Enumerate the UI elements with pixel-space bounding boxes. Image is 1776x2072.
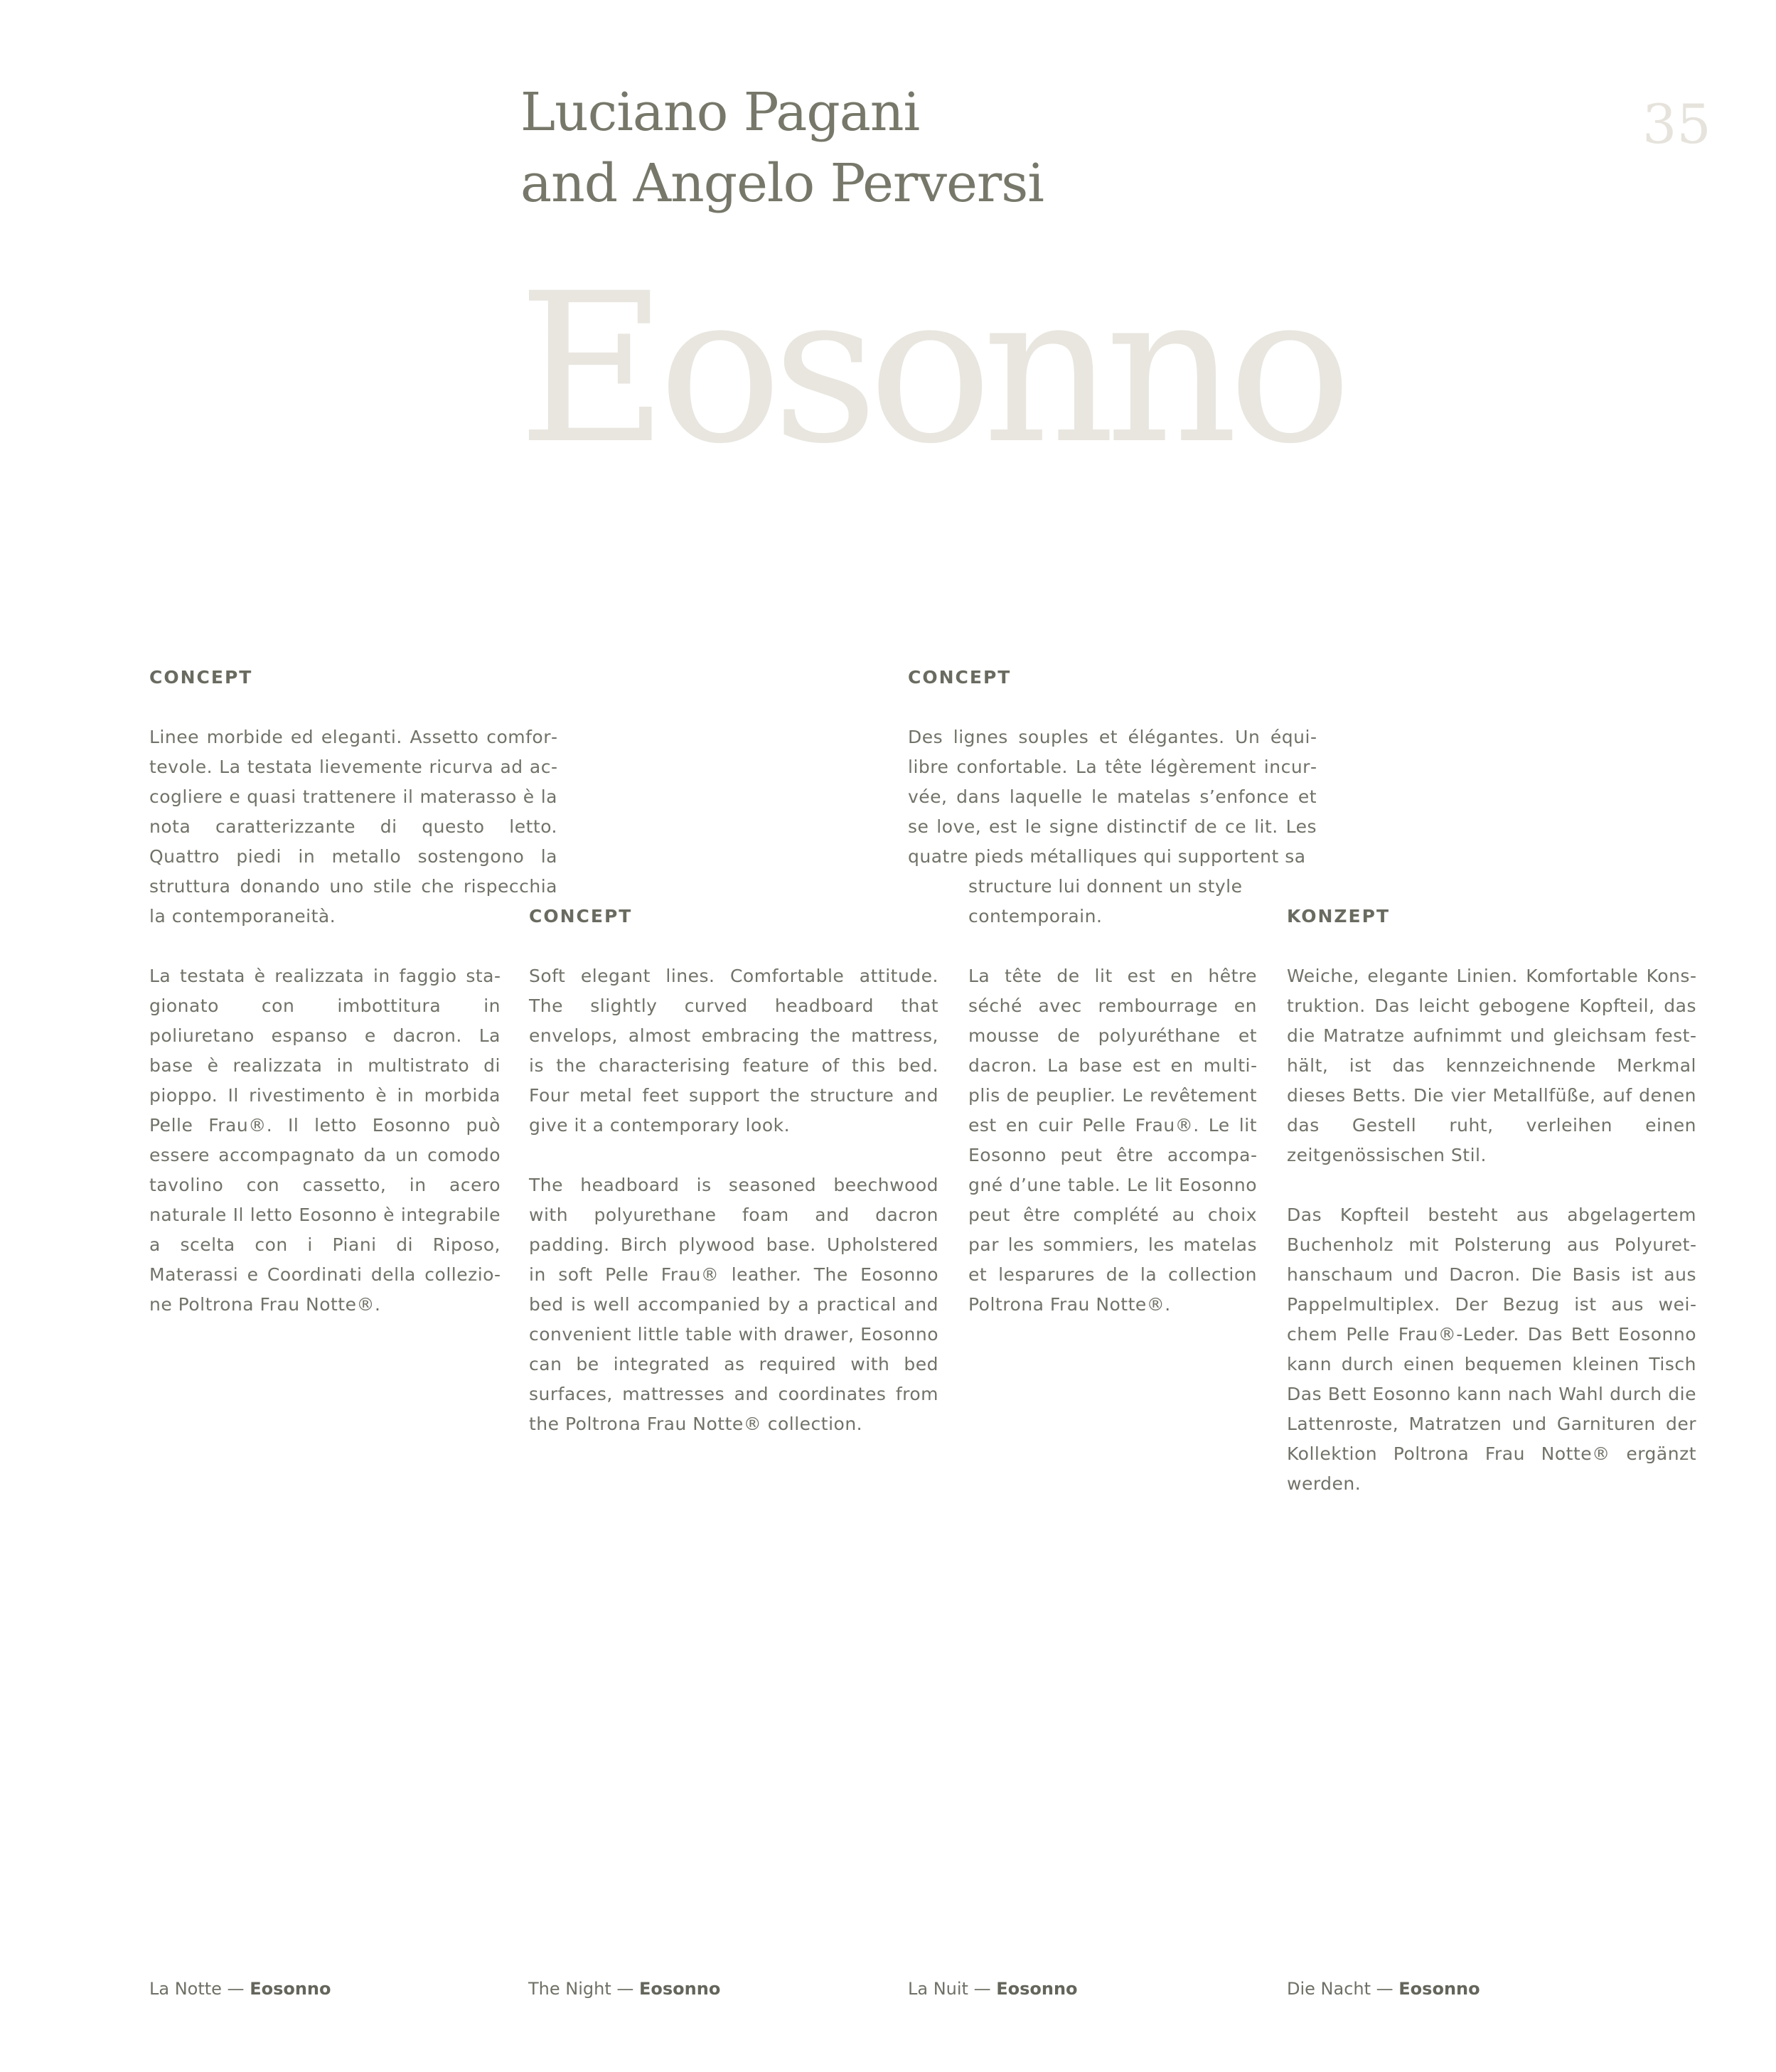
french-paragraph-1b: structure lui donnent un style contemporain. [968,876,1243,926]
english-paragraph-2: The headboard is seasoned beechwood with polyurethane foam and dacron padding. Birch plywood base. Upholstered in soft Pelle Frau® leather. The Eosonno bed is well accompanied by a practical and convenient little table with drawer, Eosonno can be integrated as required with bed surfaces, mattresses and coordinates from the Poltrona Frau Notte® collection. [529,1175,938,1434]
footer-german [1287,1974,1480,2004]
german-paragraph-2: Das Kopfteil besteht aus abgelagertem Buchenholz mit Polsterung aus Polyurethanschaum und Dacron. Die Basis ist aus Pappelmultiplex. Der Bezug ist aus weichem Pelle Frau®-Leder. Das Bett Eosonno kann durch einen bequemen kleinen Tisch Das Bett Eosonno kann nach Wahl durch die Lattenroste, Matratzen und Garnituren der Kollektion Poltrona Frau Notte® ergänzt werden. [1287,1205,1696,1494]
footer-italian [149,1974,331,2004]
italian-paragraph-1: Linee morbide ed eleganti. Assetto comfortevole. La testata lievemente ricurva ad accogliere e quasi trattenere il materasso è la nota caratterizzante di questo letto. Quattro piedi in metallo sostengono la struttura donando uno stile che rispecchia la contemporaneità. [149,727,557,926]
german-concept-heading: KONZEPT [1287,906,1391,926]
french-paragraph-1a: Des lignes souples et élégantes. Un équilibre confortable. La tête légèrement incurvée, dans laquelle le matelas s’enfonce et se love, est le signe distinctif de ce lit. Les quatre pieds métalliques qui supportent sa [908,727,1317,867]
product-title: Eosonno [518,250,1342,489]
french-concept-heading: CONCEPT [908,667,1012,688]
footer-product: Eosonno [996,1979,1078,1999]
italian-paragraph-2: La testata è realizzata in faggio stagionato con imbottitura in poliuretano espanso e dacron. La base è realizzata in multistrato di pioppo. Il rivestimento è in morbida Pelle Frau®. Il letto Eosonno può essere accompagnato da un comodo tavolino con cassetto, in acero naturale Il letto Eosonno è integrabile a scelta con i Piani di Riposo, Materassi e Coordinati della collezione Poltrona Frau Notte®. [149,966,501,1315]
footer-product: Eosonno [1398,1979,1480,1999]
english-paragraph-1: Soft elegant lines. Comfortable attitude. The slightly curved headboard that envelops, almost embracing the mattress, is the characterising feature of this bed. Four metal feet support the structure and give it a contemporary look. [529,966,938,1136]
footer-product: Eosonno [639,1979,721,1999]
italian-concept-heading: CONCEPT [149,667,253,688]
footer-product: Eosonno [250,1979,331,1999]
english-concept-heading: CONCEPT [529,906,633,926]
french-paragraph-2: La tête de lit est en hêtre séché avec rembourrage en mousse de polyuréthane et dacron. La base est en multiplis de peuplier. Le revêtement est en cuir Pelle Frau®. Le lit Eosonno peut être accompagné d’une table. Le lit Eosonno peut être complété au choix par les sommiers, les matelas et lesparures de la collection Poltrona Frau Notte®. [968,966,1257,1315]
german-paragraph-1: Weiche, elegante Linien. Komfortable Konstruktion. Das leicht gebogene Kopfteil, das die Matratze aufnimmt und gleichsam festhält, ist das kennzeichnende Merkmal dieses Betts. Die vier Metallfüße, auf denen das Gestell ruht, verleihen einen zeitgenössischen Stil. [1287,966,1696,1165]
designer-line-1: Luciano Pagani [520,82,920,143]
footer-label: Die Nacht — [1287,1979,1399,1999]
page-number: 35 [1642,92,1711,156]
footer-label: The Night — [528,1979,639,1999]
footer-french [908,1974,1078,2004]
footer-label: La Nuit — [908,1979,997,1999]
footer-english [528,1974,720,2004]
footer-label: La Notte — [149,1979,250,1999]
designer-names [520,77,1044,219]
designer-line-2: and Angelo Perversi [520,153,1044,214]
